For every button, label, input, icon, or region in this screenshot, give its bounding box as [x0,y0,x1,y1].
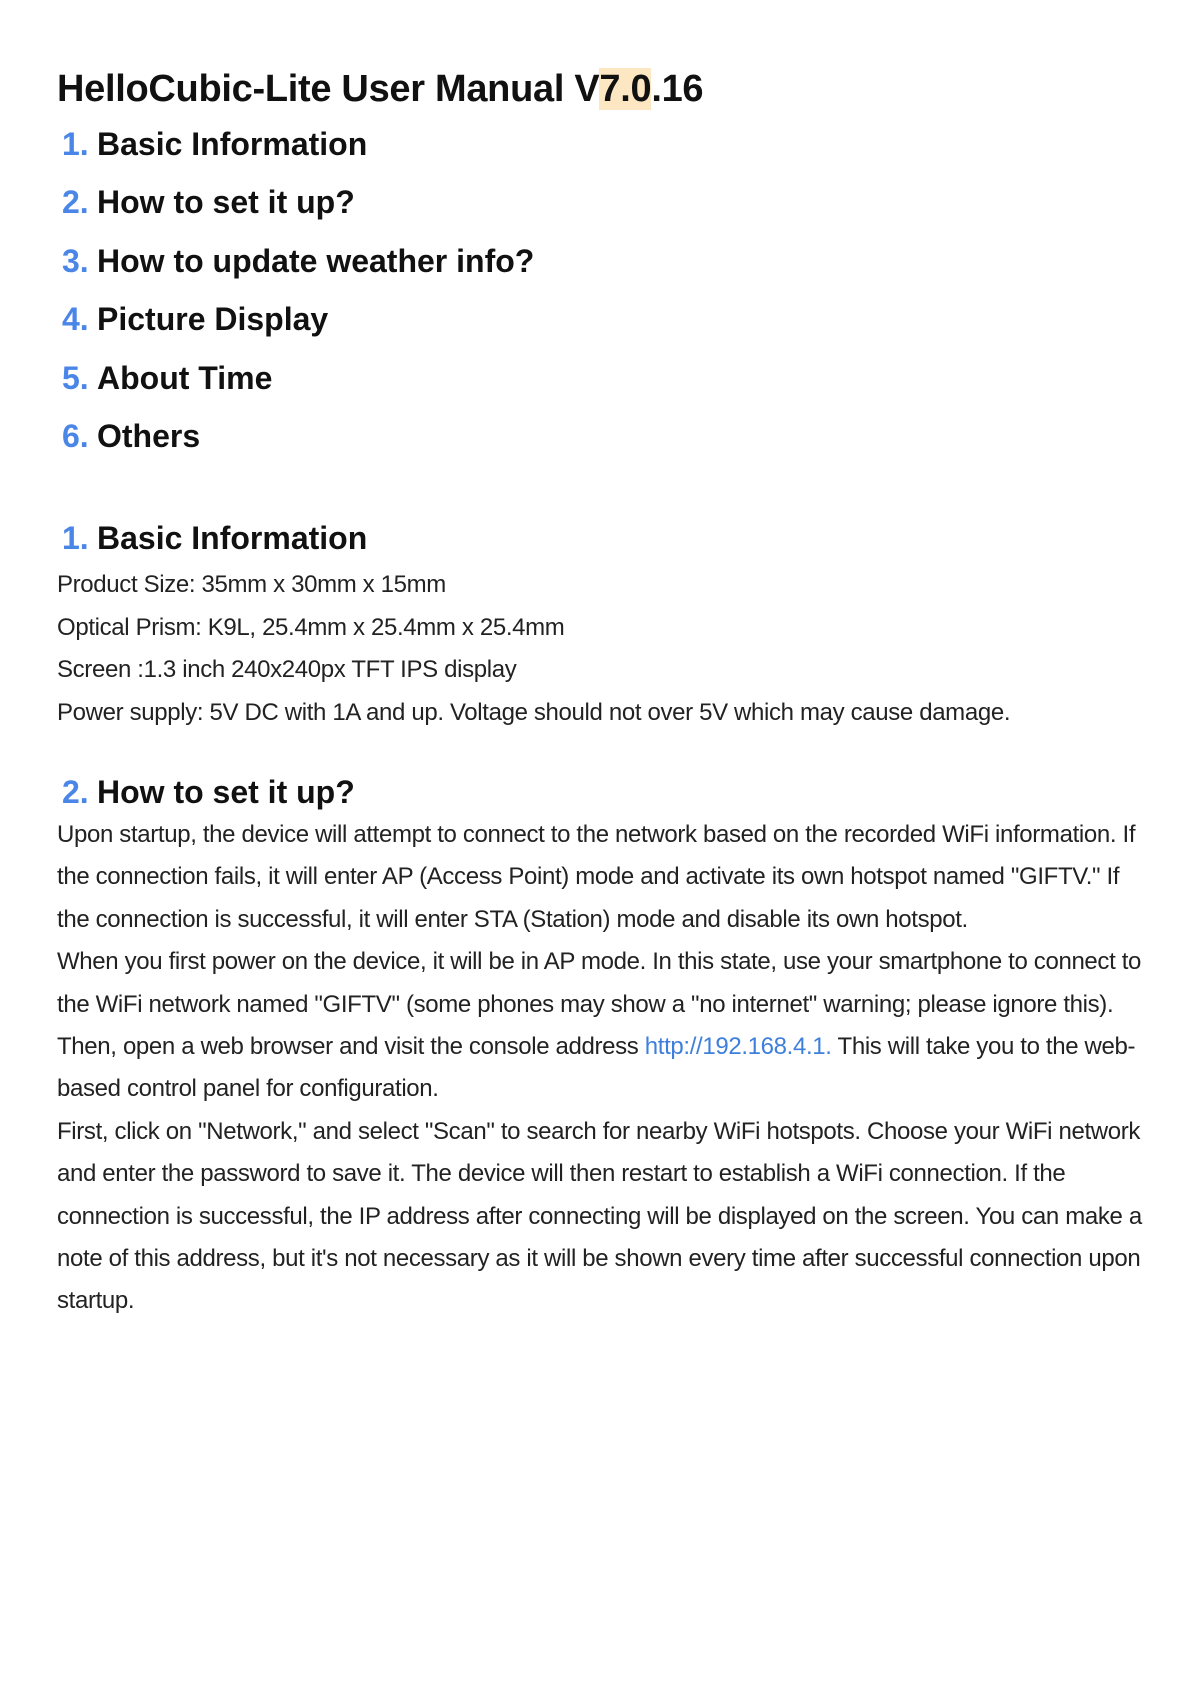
title-highlight: 7.0 [599,68,652,110]
optical-prism-line: Optical Prism: K9L, 25.4mm x 25.4mm x 25.4mm [57,613,565,641]
section-number: 2. [62,773,89,810]
table-of-contents [57,124,1147,474]
setup-paragraph-network: First, click on "Network," and select "Scan" to search for nearby WiFi hotspots. Choose your WiFi network and enter the password to save it. The device will then restart to establish a WiFi connection. If the connection is successful, the IP address after connecting will be displayed on the screen. You can make a note of this address, but it's not necessary as it will be shown every time after successful connection upon startup. [57,1117,1142,1315]
paragraph-text: When you first power on the device, it will be in AP mode. In this state, use your smartphone to connect to the WiFi network named "GIFTV" (some phones may show a "no internet" warning; please ignore this). Then, open a web browser and visit the console address [57,948,1142,1060]
manual-page [57,62,1147,1323]
product-size-line: Product Size: 35mm x 30mm x 15mm [57,571,446,599]
toc-label: How to update weather info? [97,242,535,279]
toc-item-set-up[interactable] [57,182,1147,240]
toc-number: 3. [62,242,89,279]
toc-item-about-time[interactable] [57,358,1147,416]
title-prefix: HelloCubic-Lite User Manual V [57,68,600,110]
power-supply-line: Power supply: 5V DC with 1A and up. Voltage should not over 5V which may cause damage. [57,698,1011,726]
section-body-set-up [57,814,1147,1323]
toc-number: 5. [62,359,89,396]
toc-item-weather[interactable] [57,241,1147,299]
section-heading-basic-information [57,518,1147,558]
toc-number: 2. [62,184,89,221]
console-address-link[interactable]: http://192.168.4.1. [644,1033,832,1060]
toc-label: Basic Information [97,126,368,162]
screen-line: Screen :1.3 inch 240x240px TFT IPS display [57,656,517,684]
setup-paragraph-startup: Upon startup, the device will attempt to connect to the network based on the recorded WiFi information. If the connection fails, it will enter AP (Access Point) mode and activate its own hotspot named "GIFTV." If the connection is successful, it will enter STA (Station) mode and disable its own hotspot. [57,820,1136,933]
section-number: 1. [62,520,89,557]
toc-label: Picture Display [97,301,329,338]
toc-number: 4. [62,301,89,338]
setup-paragraph-ap-mode [57,941,1147,1111]
section-heading-set-up [57,772,1147,812]
toc-item-basic-information[interactable] [57,124,1147,182]
toc-item-others[interactable] [57,416,1147,474]
section-title: Basic Information [97,520,368,557]
toc-label: Others [97,417,201,454]
toc-number: 6. [62,417,89,454]
section-body-basic-information [57,564,1147,734]
toc-number: 1. [62,126,89,162]
toc-label: About Time [97,359,273,396]
page-title [57,62,1147,116]
title-suffix: .16 [651,68,704,110]
section-title: How to set it up? [97,773,355,810]
toc-label: How to set it up? [97,184,355,221]
toc-item-picture-display[interactable] [57,299,1147,357]
paragraph-text: This will take you to the web-based control panel for configuration. [57,1033,1136,1103]
